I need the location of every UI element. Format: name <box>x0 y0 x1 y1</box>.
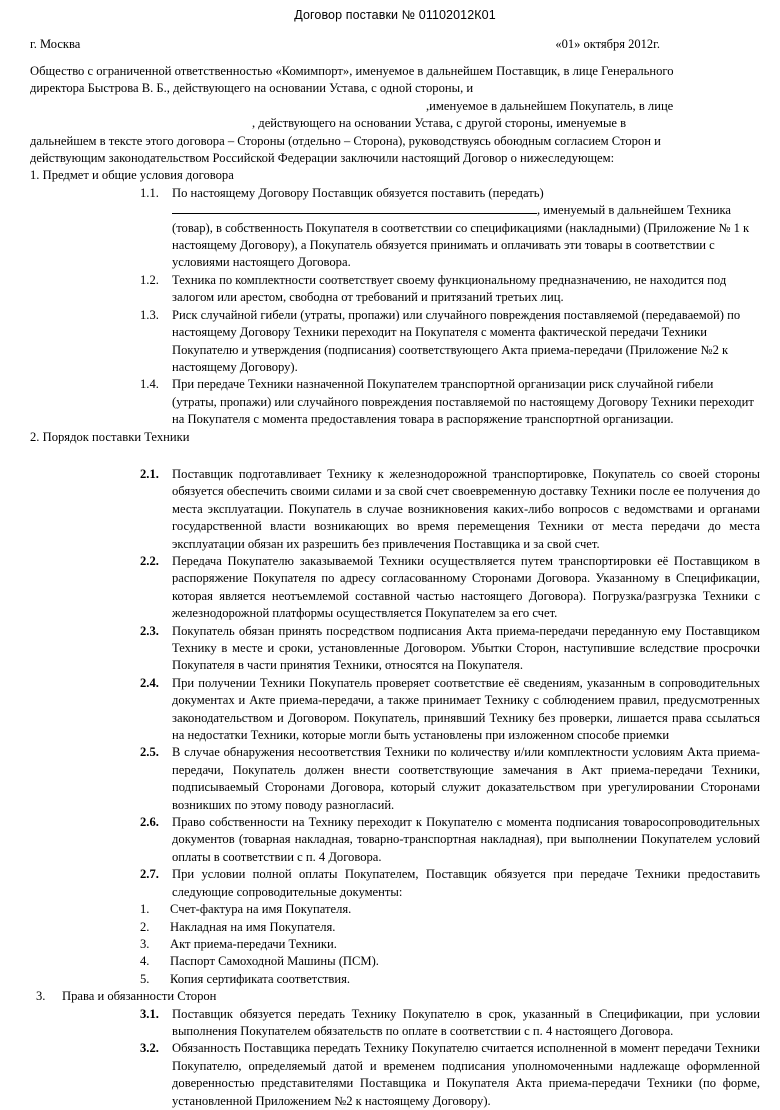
clause-1-4 <box>30 376 760 428</box>
clause-number: 1.3. <box>140 307 159 322</box>
document-list-item-5 <box>30 971 760 988</box>
clause-body: Передача Покупателю заказываемой Техники осуществляется путем транспортировки её Поставщиком в распоряжение Покупателя по адресу согласованному Сторонами Договора. Указанному в Спецификации, которая является неотъемлемой составной частью настоящего Договора). Погрузка/разгрузка Техники с железнодорожной платформы осуществляется Покупателем за его счет. <box>172 553 760 621</box>
clause-number: 3.1. <box>140 1006 159 1021</box>
list-number: 4. <box>140 954 150 969</box>
clause-number: 1.1. <box>140 185 159 200</box>
list-text: Копия сертификата соответствия. <box>170 971 351 986</box>
clause-text-part-2: , именуемый в дальнейшем Техника (товар), в собственность Покупателя в соответствии со спецификациями (накладными) (Приложение № 1 к настоящему Договору), а Покупатель обязуется принимать и оплачивать эти товары в соответствии с условиями настоящего Договора. <box>172 203 750 270</box>
clause-body <box>172 185 760 272</box>
document-list-item-3 <box>30 936 760 953</box>
clause-number: 2.4. <box>140 675 159 690</box>
clause-body: Покупатель обязан принять посредством подписания Акта приема-передачи переданную ему Поставщиком Технику в месте и сроки, установленные Договором. Убытки Сторон, наступившие вследствие просрочки Покупателя в части принятия Техники, относятся на Покупателя. <box>172 623 760 673</box>
clause-body: Право собственности на Технику переходит к Покупателю с момента подписания товаросопроводительных документов (товарная накладная, товарно-транспортная накладная), при выполнении Покупателем условий оплаты в соответствии с п. 4 Договора. <box>172 815 760 864</box>
preamble-line-2: директора Быстрова В. Б., действующего на основании Устава, с одной стороны, и <box>30 81 474 96</box>
clause-1-2 <box>30 272 760 307</box>
clause-number: 2.6. <box>140 815 159 830</box>
preamble-line-3: ,именуемое в дальнейшем Покупатель, в лице <box>426 98 674 113</box>
clause-2-5 <box>30 744 760 814</box>
section-title-1: Предмет и общие условия договора <box>42 168 234 183</box>
clause-body: Поставщик обязуется передать Технику Покупателю в срок, указанный в Спецификации, при условии выполнения Покупателем обязательств по оплате в соответствии с п. 4 настоящего Договора. <box>172 1006 760 1038</box>
clause-body: Техника по комплектности соответствует своему функциональному предназначению, не находится под залогом или арестом, свободна от требований и притязаний третьих лиц. <box>172 272 727 305</box>
section-heading-1 <box>30 167 760 184</box>
preamble-line-1: Общество с ограниченной ответственностью «Комимпорт», именуемое в дальнейшем Поставщик, в лице Генерального <box>30 64 674 78</box>
clause-number: 2.5. <box>140 745 159 760</box>
clause-body: Обязанность Поставщика передать Технику Покупателю считается исполненной в момент передачи Техники Покупателю, определяемый датой и временем подписания уполномоченными надлежаще оформленной доверенностью представителями Поставщика и Покупателя Акта приема-передачи Техники (по форме, установленной Приложением №2 к настоящему Договору). <box>172 1041 760 1108</box>
preamble-line-4: , действующего на основании Устава, с другой стороны, именуемые в <box>252 116 627 131</box>
place-date-row <box>30 37 760 52</box>
section-number-3: 3. <box>36 989 46 1004</box>
clause-number: 2.1. <box>140 466 159 481</box>
clause-body: При передаче Техники назначенной Покупателем транспортной организации риск случайной гибели (утраты, пропажи) или случайного повреждения поставляемой по настоящему Договору Техники переходит на Покупателя с момента предоставления товара в распоряжение транспортной организации. <box>172 377 754 427</box>
clause-number: 1.4. <box>140 377 159 392</box>
preamble-line-6: действующим законодательством Российской Федерации заключили настоящий Договор о нижеследующем: <box>30 151 615 166</box>
list-number: 2. <box>140 919 150 934</box>
clause-2-6 <box>30 814 760 866</box>
document-list-item-1 <box>30 901 760 918</box>
blank-fill-line[interactable] <box>172 203 537 214</box>
clause-number: 2.7. <box>140 867 159 882</box>
list-text: Акт приема-передачи Техники. <box>170 936 337 951</box>
section-title-3: Права и обязанности Сторон <box>62 989 217 1004</box>
clause-number: 2.2. <box>140 553 159 568</box>
clause-2-3 <box>30 623 760 675</box>
clause-2-4 <box>30 675 760 745</box>
clause-number: 1.2. <box>140 272 159 287</box>
preamble-line-5: дальнейшем в тексте этого договора – Стороны (отдельно – Сторона), руководствуясь обоюдным согласием Сторон и <box>30 133 661 148</box>
section-number-1: 1. <box>30 168 40 183</box>
clause-2-2 <box>30 553 760 623</box>
list-number: 3. <box>140 936 150 951</box>
list-text: Счет-фактура на имя Покупателя. <box>170 902 352 917</box>
preamble-block <box>30 63 760 167</box>
section-heading-2 <box>30 429 760 446</box>
clause-2-1 <box>30 466 760 553</box>
clause-text-part-1: По настоящему Договору Поставщик обязуется поставить (передать) <box>172 185 544 200</box>
clause-1-1 <box>30 185 760 272</box>
clause-body: Риск случайной гибели (утраты, пропажи) или случайного повреждения поставляемой (передаваемой) по настоящему Договору Техники переходит на Покупателя с момента фактической передачи Техники Покупателю и утверждения (подписания) соответствующего Акта приема-передачи (Приложение №2 к настоящему Договору). <box>172 307 741 374</box>
spacer <box>30 446 760 466</box>
section-heading-3 <box>30 988 760 1005</box>
clause-body: При условии полной оплаты Покупателем, Поставщик обязуется при передаче Техники предоставить следующие сопроводительные документы: <box>172 867 760 899</box>
city-label: г. Москва <box>30 37 81 51</box>
clause-number: 3.2. <box>140 1041 159 1056</box>
clause-body: В случае обнаружения несоответствия Техники по количеству и/или комплектности условиям Акта приема-передачи, Покупатель должен внести соответствующие замечания в Акт приема-передачи Техники, подписываемый Сторонами Договора, который служит доказательством при урегулировании Сторонами возникших по этому поводу разногласий. <box>172 745 760 812</box>
date-label: «01» октября 2012г. <box>555 37 660 51</box>
list-number: 1. <box>140 902 150 917</box>
clause-3-1 <box>30 1006 760 1041</box>
clause-2-7 <box>30 866 760 901</box>
document-list-item-4 <box>30 953 760 970</box>
clause-3-2 <box>30 1040 760 1110</box>
section-number-2: 2. <box>30 429 40 444</box>
list-text: Накладная на имя Покупателя. <box>170 919 336 934</box>
clause-body: Поставщик подготавливает Технику к железнодорожной транспортировке, Покупатель со своей стороны обязуется обеспечить своими силами и за свой счет своевременную доставку Техники после ее получения до места эксплуатации. Покупатель в случае возникновения каких-либо вопросов с ведомствами и органами государственной власти возникающих во время перемещения Техники от места передачи до места эксплуатации обязан их разрешить без привлечения Поставщика и за свой счет. <box>172 466 760 551</box>
page-title: Договор поставки № 01102012К01 <box>294 8 496 22</box>
document-list-item-2 <box>30 919 760 936</box>
section-title-2: Порядок поставки Техники <box>42 429 190 444</box>
list-number: 5. <box>140 971 150 986</box>
clause-number: 2.3. <box>140 623 159 638</box>
clause-1-3 <box>30 307 760 377</box>
clause-body: При получении Техники Покупатель проверяет соответствие её сведениям, указанным в сопроводительных документах и Акте приема-передачи, а также принимает Технику с соблюдением правил, предусмотренных законодательством и Договором. Покупатель, принявший Технику без проверки, лишается права ссылаться на недостатки Техники, которые могли быть установлены при изложенном способе приемки <box>172 675 760 743</box>
list-text: Паспорт Самоходной Машины (ПСМ). <box>170 954 379 969</box>
